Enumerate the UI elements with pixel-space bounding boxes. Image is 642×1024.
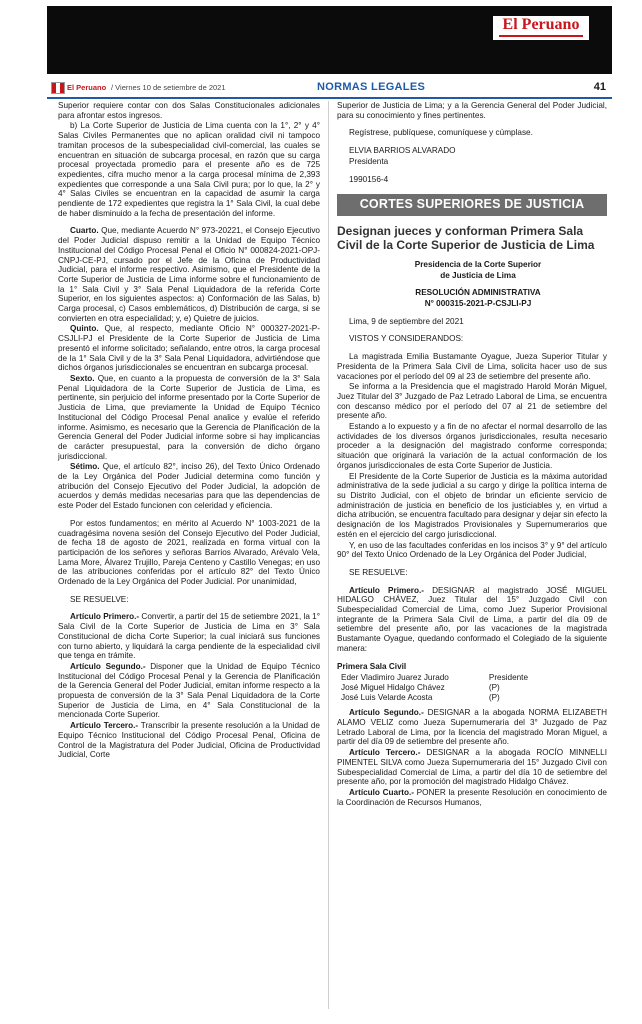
resolution-title: RESOLUCIÓN ADMINISTRATIVA bbox=[415, 288, 541, 298]
header-paper-name: El Peruano bbox=[67, 83, 107, 92]
signer-role: Presidenta bbox=[349, 156, 389, 166]
article bbox=[58, 721, 320, 760]
article-body: Transcribir la presente resolución a la Unidad de Equipo Técnico Institucional del Código Procesal Penal, Oficina de Control de la Magistratura del Poder Judicial, Oficina de Productividad Judicial, Corte bbox=[58, 721, 320, 760]
paragraph bbox=[58, 462, 320, 511]
judge-role: (P) bbox=[488, 682, 500, 692]
newspaper-logo[interactable] bbox=[493, 16, 589, 40]
article-lead: Artículo Cuarto.- bbox=[349, 787, 414, 797]
resolve-heading: SE RESUELVE: bbox=[70, 594, 129, 604]
judge-role: (P) bbox=[488, 692, 500, 702]
paragraph: La magistrada Emilia Bustamante Oyague, Jueza Superior Titular y Presidenta de la Primera Sala Civil de Lima, solicita hacer uso de sus vacaciones por el período del 09 al 23 de setiembre del presente año. bbox=[337, 352, 607, 381]
article-lead: Artículo Tercero.- bbox=[70, 721, 139, 731]
paragraph-lead: Cuarto. bbox=[70, 226, 99, 236]
article-lead: Artículo Primero.- bbox=[70, 612, 140, 622]
article bbox=[337, 586, 607, 654]
judge-role: Presidente bbox=[488, 673, 529, 683]
table-row bbox=[341, 673, 534, 683]
running-header bbox=[47, 80, 612, 96]
sala-title-text: Primera Sala Civil bbox=[337, 661, 407, 671]
resolution-number: N° 000315-2021-P-CSJLI-PJ bbox=[424, 299, 532, 309]
article-headline[interactable]: Designan jueces y conforman Primera Sala Civil de la Corte Superior de Justicia de Lima bbox=[337, 223, 595, 252]
paragraph: Por estos fundamentos; en mérito al Acuerdo N° 1003-2021 de la cuadragésima novena sesión del Consejo Ejecutivo del Poder Judicial, de fecha 18 de agosto de 2021, realizada en forma virtual con la participación de los señores y señoras Barrios Alvarado, Arévalo Vela, Lama More, Álvarez Trujillo, Pareja Centeno y Castillo Venegas; en uso de las atribuciones conferidas por el artículo 82° del Texto Único Ordenado de la Ley Orgánica del Poder Judicial. Por unanimidad, bbox=[58, 518, 320, 587]
issuer-block bbox=[337, 260, 607, 280]
header-section: NORMAS LEGALES bbox=[317, 81, 426, 93]
paragraph-lead: Sexto. bbox=[70, 373, 95, 383]
considerations-heading: VISTOS Y CONSIDERANDOS: bbox=[349, 334, 464, 344]
article-lead: Artículo Primero.- bbox=[349, 585, 424, 595]
column-divider bbox=[328, 101, 329, 1009]
judge-name: José Miguel Hidalgo Chávez bbox=[341, 682, 445, 692]
article-body: Disponer que la Unidad de Equipo Técnico Institucional del Código Procesal Penal y la Gerencia de Planificación de la Gerencia General del Poder Judicial, emitan informe respecto a la propuesta de conversión de la 3° Sala Penal Liquidadora de la Corte Superior de Justicia de Lima, en 4° Sala Constitucional de la mencionada Corte Superior. bbox=[58, 661, 320, 720]
paragraph: Se informa a la Presidencia que el magistrado Harold Morán Miguel, Juez Titular del 3° Juzgado de Paz Letrado Laboral de Lima, se encuentra con descanso médico por el período del 07 al 21 de setiembre del presente año. bbox=[337, 382, 607, 421]
article bbox=[337, 748, 607, 787]
sala-title bbox=[337, 662, 607, 672]
article-lead: Artículo Segundo.- bbox=[70, 661, 146, 671]
page-number: 41 bbox=[593, 81, 606, 93]
right-column bbox=[337, 101, 607, 808]
paragraph-lead: Sétimo. bbox=[70, 462, 100, 472]
header-rule bbox=[47, 97, 612, 99]
paragraph-body: Que, el artículo 82°, inciso 26), del Texto Único Ordenado de la Ley Orgánica del Poder Judicial determina como función y atribución del Consejo Ejecutivo del Poder Judicial, la adopción de acuerdos y demás medidas necesarias para que las dependencias de este Poder del Estado funcionen con celeridad y eficiencia. bbox=[58, 462, 320, 511]
judges-table bbox=[341, 673, 534, 702]
article bbox=[337, 788, 607, 807]
table-row bbox=[341, 693, 534, 703]
section-banner: CORTES SUPERIORES DE JUSTICIA bbox=[337, 194, 607, 216]
masthead-band bbox=[47, 6, 612, 74]
paragraph bbox=[58, 226, 320, 323]
paragraph bbox=[58, 374, 320, 461]
issuer-line: de Justicia de Lima bbox=[440, 270, 516, 280]
header-date: / Viernes 10 de setiembre de 2021 bbox=[111, 83, 226, 92]
article bbox=[337, 708, 607, 747]
paragraph: b) La Corte Superior de Justicia de Lima cuenta con la 1°, 2° y 4° Salas Civiles Permanentes que no aplican oralidad civil ni tampoco tramitan procesos de la subespecialidad civil-comercial, las cuales se encuentran en situación de subcarga procesal, en razón que su carga procesal proyectada promedio para el presente año es de 725 expedientes, cifra mucho menor a la carga procesal mínima de 2,393 expedientes que corresponde a una Sala Civil pura; por lo que, la 2° y 4° Salas Civiles se encuentran en la capacidad de asumir la carga pendiente de 172 expedientes que registra la 1° Sala Civil, la cual debe de haber disminuido a la fecha de presentación del informe. bbox=[58, 121, 320, 218]
article bbox=[58, 612, 320, 661]
resolve-heading: SE RESUELVE: bbox=[349, 567, 408, 577]
article-body: Convertir, a partir del 15 de setiembre 2021, la 1° Sala Civil de la Corte Superior de Justicia de Lima en 3° Sala Constitucional de dicha Corte Superior; la cual iniciará sus funciones con turno abierto, y liquidará la carga pendiente de la especialidad civil que tenga en trámite. bbox=[58, 612, 320, 661]
resolution-title-block bbox=[337, 288, 607, 308]
paragraph-body: Que, al respecto, mediante Oficio N° 000327-2021-P-CSJLI-PJ el Presidente de la Corte Superior de Justicia de Lima presentó el informe solicitado; señalando, entre otros, la carga procesal de la 1° Sala Civil y de la 3° Sala Penal Liquidadora, advirtiéndose que dichos órganos jurisdiccionales se encuentran en subcarga procesal. bbox=[58, 324, 320, 373]
judge-name: José Luis Velarde Acosta bbox=[341, 692, 433, 702]
article-body: PONER la presente Resolución en conocimiento de la Coordinación de Recursos Humanos, bbox=[337, 787, 607, 807]
article bbox=[58, 662, 320, 720]
paragraph-body: Que, mediante Acuerdo N° 973-20221, el Consejo Ejecutivo del Poder Judicial dispuso remitir a la Unidad de Equipo Técnico Institucional del Código Procesal Penal el Oficio N° 000824-2021-OPJ-CNPJ-CE-PJ, cursado por el Jefe de la Oficina de Productividad Judicial, para el informe respectivo. Asimismo, que el Presidente de la Corte Superior de Justicia de Lima informe sobre el funcionamiento de la 1° Sala Civil y 3° Sala Penal Liquidadora de la referida Corte Superior, en los siguientes aspectos: a) Conformación de las Salas, b) Carga procesal, c) Casos emblemáticos, d) Distribución de carga, si se convierten en otra especialidad; y, e) Quietre de juicios. bbox=[58, 226, 320, 323]
logo-underline bbox=[499, 35, 583, 37]
paragraph-lead: Quinto. bbox=[70, 324, 99, 334]
issuer-line: Presidencia de la Corte Superior bbox=[414, 259, 542, 269]
table-row bbox=[341, 683, 534, 693]
document-code: 1990156-4 bbox=[349, 174, 389, 184]
logo-text: El Peruano bbox=[502, 16, 580, 33]
peru-flag-icon bbox=[51, 82, 65, 94]
paragraph: Superior de Justicia de Lima; y a la Gerencia General del Poder Judicial, para su conocimiento y fines pertinentes. bbox=[337, 101, 607, 120]
article-body: DESIGNAR a la abogada NORMA ELIZABETH ALAMO VELIZ como Jueza Supernumeraria del 3° Juzgado de Paz Letrado Laboral de Lima, por la licencia del magistrado Moran Miguel, a partir del día 09 de setiembre del presente año. bbox=[337, 708, 607, 747]
paragraph: Y, en uso de las facultades conferidas en los incisos 3° y 9° del artículo 90° del Texto Único Ordenado de la Ley Orgánica del Poder Judicial, bbox=[337, 540, 607, 560]
signer-name: ELVIA BARRIOS ALVARADO bbox=[349, 146, 456, 156]
closing-formula: Regístrese, publíquese, comuníquese y cúmplase. bbox=[349, 128, 533, 138]
paragraph: Estando a lo expuesto y a fin de no afectar el normal desarrollo de las actividades de los diversos órganos jurisdiccionales, resulta necesario proceder a la designación del magistrado conforme corresponda; situación que originará la variación de la actual conformación de los órganos jurisdiccionales de esta Corte Superior de Justicia. bbox=[337, 422, 607, 470]
paragraph: El Presidente de la Corte Superior de Justicia es la máxima autoridad administrativa de la sede judicial a su cargo y dirige la política interna de su Distrito Judicial, con el objeto de brindar un eficiente servicio de administración de justicia en beneficio de los justiciables y, en virtud a dicha atribución, se encuentra facultado para designar y dejar sin efecto la designación de los Magistrados Provisionales y Supernumerarios que estén en el ejercicio del cargo jurisdiccional. bbox=[337, 471, 607, 539]
left-column bbox=[58, 101, 320, 761]
judge-name: Eder Vladimiro Juarez Jurado bbox=[341, 673, 449, 683]
article-body: DESIGNAR al magistrado JOSÉ MIGUEL HIDALGO CHÁVEZ, Juez Titular del 15° Juzgado Civil con Subespecialidad Comercial de Lima, como Juez Superior Provisional integrante de la Primera Sala Civil de Lima, a partir del día 09 de setiembre del presente año, por las vacaciones de la magistrada Bustamante Oyague, quedando conformado el Colegiado de la siguiente manera: bbox=[337, 585, 607, 653]
paragraph-body: Que, en cuanto a la propuesta de conversión de la 3° Sala Penal Liquidadora de la Corte Superior de Justicia de Lima, es pertinente, sin perjuicio del informe presentado por la Corte Superior de Justicia de Lima, que previamente la Unidad de Equipo Técnico Institucional del Código Procesal Penal analice y evalúe el referido informe. Asimismo, es necesario que la Gerencia de Planificación de la Gerencia General del Poder Judicial informe sobre si hay implicancias de carácter presupuestal, para la conversión de dicho órgano jurisdiccional. bbox=[58, 373, 320, 461]
article-lead: Artículo Segundo.- bbox=[349, 708, 424, 718]
article-body: DESIGNAR a la abogada ROCÍO MINNELLI PIMENTEL SILVA como Jueza Supernumeraria del 15° Juzgado Civil con Subespecialidad Comercial de Lima, a partir del día 10 de setiembre del presente año, por la promoción del magistrado Hidalgo Chávez. bbox=[337, 748, 607, 787]
date-line: Lima, 9 de septiembre del 2021 bbox=[349, 316, 464, 326]
paragraph bbox=[58, 324, 320, 373]
article-lead: Artículo Tercero.- bbox=[349, 748, 421, 758]
paragraph: Superior requiere contar con dos Salas Constitucionales adicionales para afrontar estos ingresos. bbox=[58, 101, 320, 120]
